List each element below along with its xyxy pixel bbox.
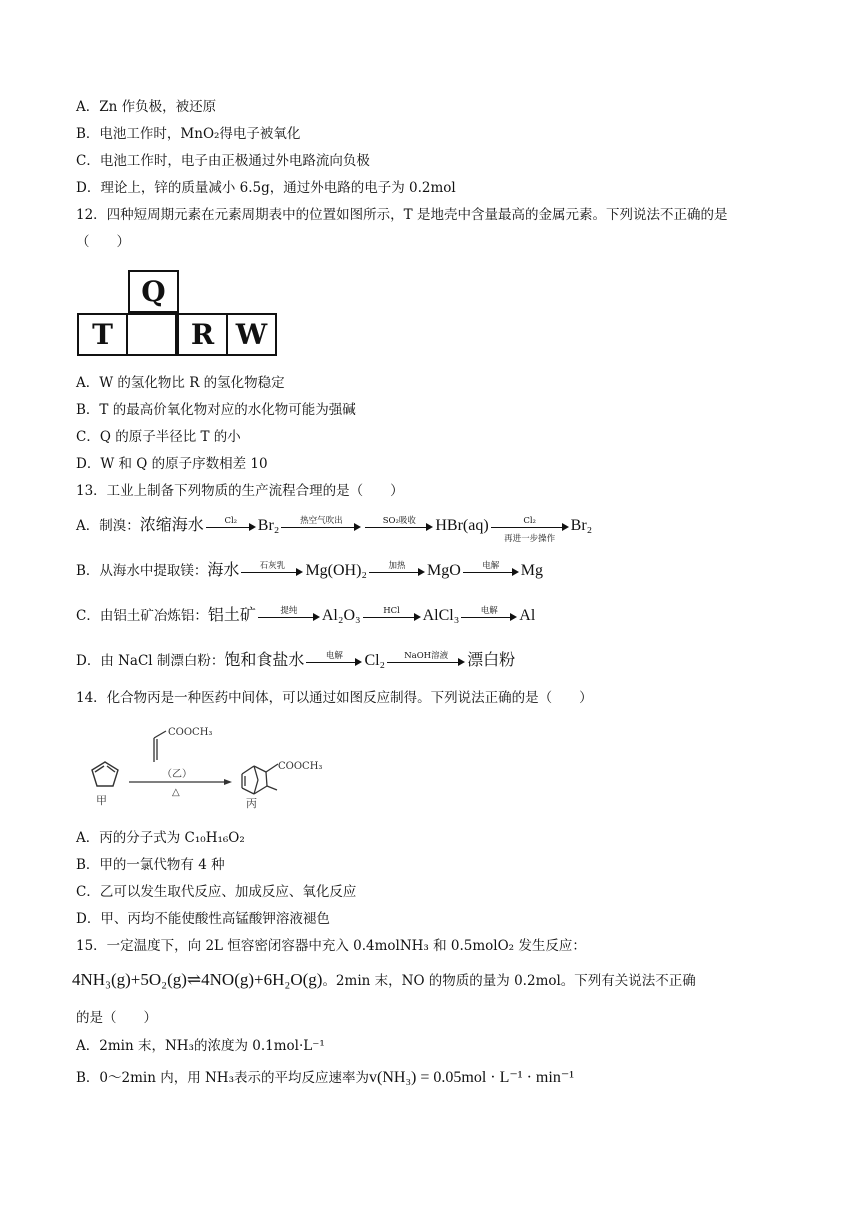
chem-species: 漂白粉 <box>467 652 516 669</box>
q15-stem-continued: 。2min 末，NO 的物质的量为 0.2mol。下列有关说法不正确 <box>322 973 696 989</box>
rate-formula: v(NH₃) = 0.05mol · L⁻¹ · min⁻¹ <box>369 1069 575 1086</box>
q14-stem: 14．化合物丙是一种医药中间体，可以通过如图反应制得。下列说法正确的是（ ） <box>76 690 593 706</box>
arrow-label: 加热 <box>388 560 406 571</box>
q11-option-c: C．电池工作时，电子由正极通过外电路流向负极 <box>76 153 370 169</box>
chem-species: Br₂ <box>257 517 280 534</box>
arrow-label: Cl₂ <box>523 515 536 526</box>
condition-top: （乙） <box>162 769 192 780</box>
reaction-arrow <box>241 560 303 581</box>
arrow-label: 电解 <box>325 650 343 661</box>
q15-stem: 15．一定温度下，向 2L 恒容密闭容器中充入 0.4molNH₃ 和 0.5molO₂ 发生反应： <box>76 938 586 954</box>
cell-empty <box>126 313 177 356</box>
q14-option-a: A．丙的分子式为 C₁₀H₁₆O₂ <box>76 830 245 846</box>
q12-bracket: （ ） <box>76 234 130 250</box>
q15-option-a: A．2min 末，NH₃的浓度为 0.1mol·L⁻¹ <box>76 1038 325 1054</box>
arrow-label: NaOH溶液 <box>404 650 449 661</box>
reaction-arrow <box>363 605 421 626</box>
chem-species: Cl₂ <box>364 652 386 669</box>
arrow-label: HCl <box>383 605 400 616</box>
chem-species: 饱和食盐水 <box>224 652 305 669</box>
q14-option-d: D．甲、丙均不能使酸性高锰酸钾溶液褪色 <box>76 911 330 927</box>
reaction-arrow <box>306 650 362 671</box>
q11-option-a: A．Zn 作负极，被还原 <box>76 99 217 115</box>
chem-species: HBr(aq) <box>435 517 489 534</box>
q12-option-b: B．T 的最高价氧化物对应的水化物可能为强碱 <box>76 402 356 418</box>
reaction-arrow <box>258 605 320 626</box>
option-text: B．0～2min 内，用 NH₃表示的平均反应速率为 <box>76 1070 369 1086</box>
arrow-sublabel: 再进一步操作 <box>504 533 556 544</box>
reagent-yi <box>154 731 166 762</box>
reaction-arrow <box>491 515 569 544</box>
q11-option-d: D．理论上，锌的质量减小 6.5g，通过外电路的电子为 0.2mol <box>76 180 456 196</box>
reaction-equation: 4NH₃(g)+5O₂(g)⇌4NO(g)+6H₂O(g) <box>72 970 323 989</box>
cell-r: R <box>177 313 228 356</box>
reaction-arrow <box>461 605 517 626</box>
q14-option-b: B．甲的一氯代物有 4 种 <box>76 857 225 873</box>
q11-option-b: B．电池工作时，MnO₂得电子被氧化 <box>76 126 301 142</box>
chem-species: MgO <box>427 562 461 579</box>
option-label: B．从海水中提取镁： <box>76 563 208 579</box>
chem-species: 浓缩海水 <box>139 517 204 534</box>
chem-species: Mg <box>520 562 544 579</box>
q13-option-d <box>76 652 515 671</box>
arrow-label: 电解 <box>480 605 498 616</box>
q12-option-a: A．W 的氢化物比 R 的氢化物稳定 <box>76 375 285 391</box>
arrow-label: 石灰乳 <box>259 560 286 571</box>
chem-species: Al <box>519 607 536 624</box>
q13-option-c <box>76 607 535 626</box>
product-group: COOCH₃ <box>278 761 323 772</box>
reaction-arrow <box>463 560 519 581</box>
arrow-label: 热空气吹出 <box>300 515 343 526</box>
reaction-arrow <box>365 515 433 536</box>
q14-option-c: C．乙可以发生取代反应、加成反应、氧化反应 <box>76 884 357 900</box>
q15-option-b <box>76 1069 574 1087</box>
reaction-scheme-figure <box>74 724 364 814</box>
arrow-label: 提纯 <box>280 605 298 616</box>
condition-bottom: △ <box>172 787 180 798</box>
reaction-arrow <box>387 650 465 671</box>
q13-stem: 13．工业上制备下列物质的生产流程合理的是（ ） <box>76 483 404 499</box>
q13-option-a <box>76 515 593 544</box>
cyclopentadiene-icon <box>92 762 118 786</box>
cell-t: T <box>77 313 128 356</box>
reagent-group: COOCH₃ <box>168 727 213 738</box>
arrow-label: SO₂吸收 <box>382 515 416 526</box>
cell-q: Q <box>128 270 179 313</box>
q15-stem-end: 的是（ ） <box>76 1010 157 1026</box>
label-bing: 丙 <box>246 797 257 810</box>
q12-option-d: D．W 和 Q 的原子序数相差 10 <box>76 456 268 472</box>
chem-species: Br₂ <box>570 517 593 534</box>
reaction-arrow <box>206 515 256 536</box>
chem-species: 海水 <box>207 562 240 579</box>
chem-species: AlCl₃ <box>422 607 460 624</box>
cell-w: W <box>226 313 277 356</box>
q12-option-c: C．Q 的原子半径比 T 的小 <box>76 429 241 445</box>
option-label: D．由 NaCl 制漂白粉： <box>76 653 225 669</box>
q13-option-b <box>76 562 543 581</box>
chem-species: 铝土矿 <box>207 607 256 624</box>
chem-species: Mg(OH)₂ <box>305 562 368 579</box>
reaction-arrow <box>281 515 361 536</box>
q12-stem: 12．四种短周期元素在元素周期表中的位置如图所示，T 是地壳中含量最高的金属元素。下列说法不正确的是 <box>76 207 728 223</box>
chem-species: Al₂O₃ <box>321 607 361 624</box>
arrow-label: Cl₂ <box>224 515 238 526</box>
reaction-arrow <box>369 560 425 581</box>
arrow-label: 电解 <box>482 560 500 571</box>
option-label: A．制溴： <box>76 518 140 534</box>
q15-equation-line <box>72 971 696 990</box>
norbornene-icon <box>242 764 278 794</box>
option-label: C．由铝土矿冶炼铝： <box>76 608 208 624</box>
label-jia: 甲 <box>96 794 107 807</box>
